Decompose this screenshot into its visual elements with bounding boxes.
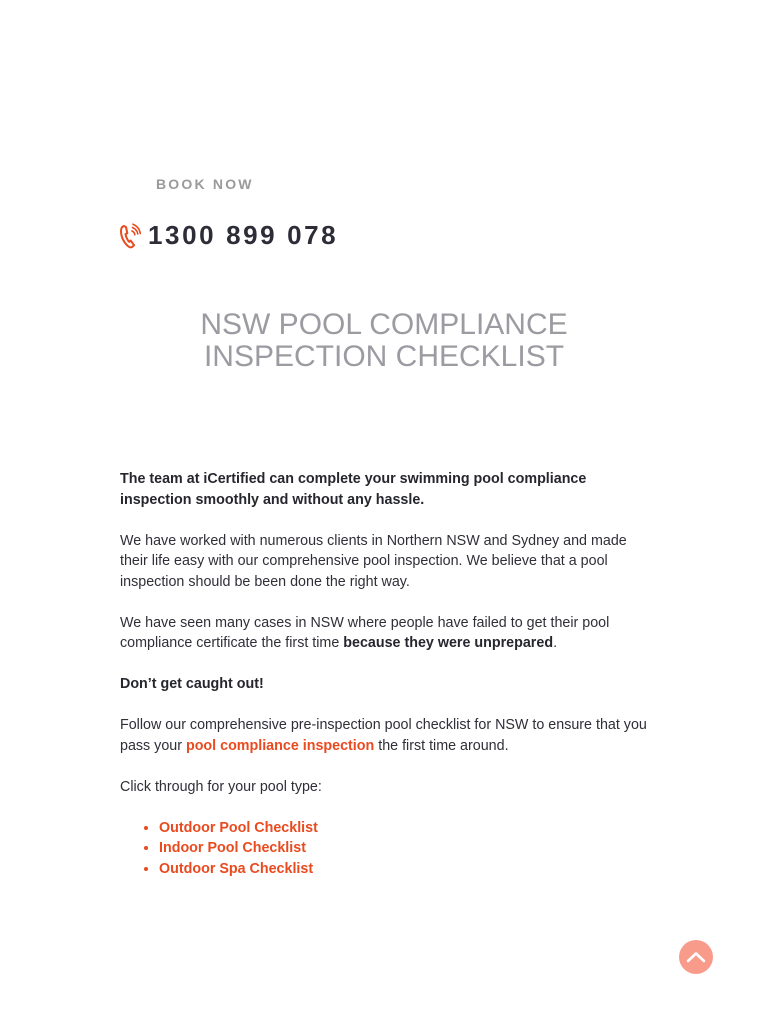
page-title-line-2: INSPECTION CHECKLIST xyxy=(203,340,565,373)
list-item xyxy=(159,818,655,839)
book-now-link[interactable]: BOOK NOW xyxy=(156,176,254,192)
phone-link[interactable] xyxy=(119,220,338,251)
intro-text: The team at iCertified can complete your swimming pool compliance inspection smoothly and without any hassle. xyxy=(120,471,587,508)
clients-paragraph: We have worked with numerous clients in Northern NSW and Sydney and made their life easy with our comprehensive pool inspection. We believe that a pool inspection should be been done the right way. xyxy=(120,532,627,590)
outdoor-spa-checklist-link[interactable]: Outdoor Spa Checklist xyxy=(159,860,314,877)
click-through-paragraph: Click through for your pool type: xyxy=(120,778,322,795)
phone-icon xyxy=(119,223,141,249)
unprepared-bold-text: because they were unprepared xyxy=(343,635,554,651)
scroll-to-top-button[interactable] xyxy=(679,940,713,974)
follow-text: Follow our comprehensive pre-inspection pool checklist for NSW to ensure that you pass your xyxy=(120,717,647,754)
caught-out-paragraph xyxy=(120,674,655,695)
indoor-pool-checklist-link[interactable]: Indoor Pool Checklist xyxy=(159,840,306,856)
follow-end: the first time around. xyxy=(374,737,509,754)
list-item xyxy=(159,838,655,859)
page-title xyxy=(0,309,768,373)
pool-type-list xyxy=(120,818,655,880)
unprepared-paragraph xyxy=(120,613,655,654)
pool-compliance-inspection-link[interactable]: pool compliance inspection xyxy=(185,737,375,754)
chevron-up-icon xyxy=(686,951,706,963)
intro-paragraph xyxy=(120,469,655,510)
follow-paragraph xyxy=(120,715,655,756)
phone-number: 1300 899 078 xyxy=(148,220,339,250)
unprepared-text: We have seen many cases in NSW where people have failed to get their pool compliance certificate the first time xyxy=(120,614,610,651)
unprepared-end: . xyxy=(553,635,558,651)
article-content xyxy=(120,469,655,879)
list-item xyxy=(159,859,655,880)
caught-out-text: Don’t get caught out! xyxy=(120,676,264,692)
outdoor-pool-checklist-link[interactable]: Outdoor Pool Checklist xyxy=(159,819,318,836)
page-title-line-1: NSW POOL COMPLIANCE xyxy=(200,308,568,341)
